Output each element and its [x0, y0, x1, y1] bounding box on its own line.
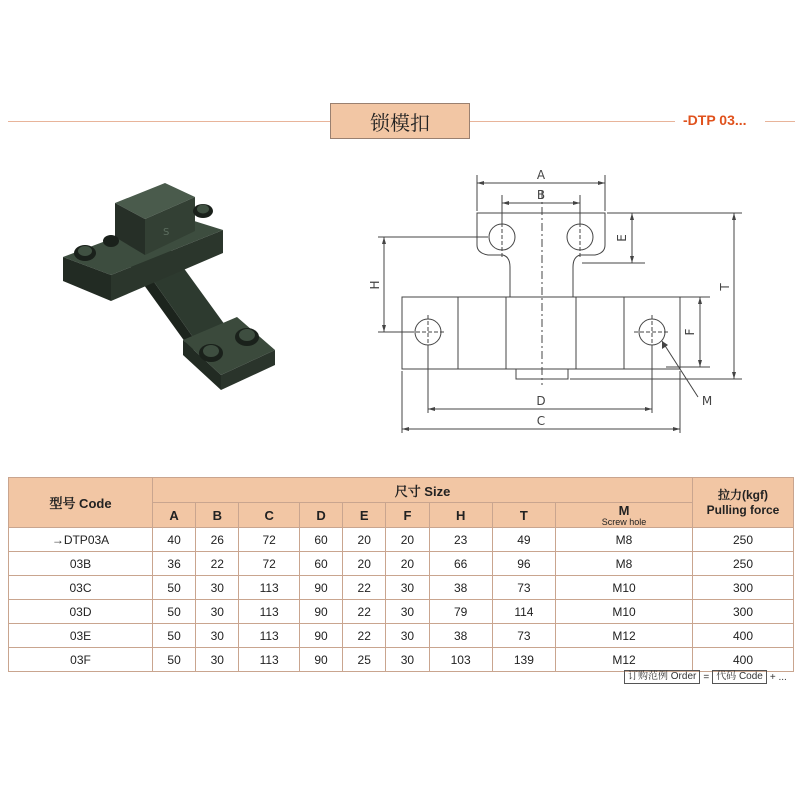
cell-t: 114: [492, 600, 555, 624]
table-row: [9, 648, 794, 672]
cell-h: 38: [429, 624, 492, 648]
cell-code: →DTP03A: [9, 528, 153, 552]
cell-d: 60: [299, 528, 342, 552]
cell-f: 30: [386, 648, 429, 672]
cell-force: 400: [693, 624, 794, 648]
cell-code: 03F: [9, 648, 153, 672]
order-example-code-box: 代码 Code: [712, 670, 767, 684]
col-header-a: A: [153, 503, 196, 528]
cell-f: 30: [386, 576, 429, 600]
cell-d: 60: [299, 552, 342, 576]
cell-e: 22: [343, 600, 386, 624]
cell-t: 96: [492, 552, 555, 576]
cell-b: 22: [196, 552, 239, 576]
cell-d: 90: [299, 624, 342, 648]
dim-label-m: M: [701, 394, 713, 408]
cell-e: 25: [343, 648, 386, 672]
cell-force: 250: [693, 552, 794, 576]
cell-f: 20: [386, 552, 429, 576]
cell-c: 113: [239, 624, 300, 648]
order-example-equals: =: [703, 671, 710, 683]
cell-force: 400: [693, 648, 794, 672]
pulling-force-header-line1: 拉力(kgf): [718, 487, 768, 502]
product-code-label: -DTP 03...: [683, 112, 747, 128]
cell-code: 03D: [9, 600, 153, 624]
cell-m: M10: [556, 600, 693, 624]
dim-label-d: D: [536, 394, 546, 408]
cell-e: 22: [343, 624, 386, 648]
order-example-label: 订购范例 Order: [624, 670, 700, 684]
table-row: [9, 576, 794, 600]
col-header-t: T: [492, 503, 555, 528]
header-line-right: [470, 121, 675, 122]
cell-m: M8: [556, 528, 693, 552]
cell-b: 30: [196, 624, 239, 648]
cell-e: 20: [343, 528, 386, 552]
cell-b: 30: [196, 576, 239, 600]
cell-f: 30: [386, 600, 429, 624]
col-header-f: F: [386, 503, 429, 528]
cell-code: 03C: [9, 576, 153, 600]
cell-m: M12: [556, 648, 693, 672]
cell-a: 50: [153, 600, 196, 624]
cell-code: 03E: [9, 624, 153, 648]
col-header-c: C: [239, 503, 300, 528]
cell-b: 26: [196, 528, 239, 552]
order-example: [624, 670, 787, 684]
cell-e: 20: [343, 552, 386, 576]
cell-m: M10: [556, 576, 693, 600]
dim-label-a: A: [536, 168, 546, 182]
cell-t: 73: [492, 624, 555, 648]
cell-code: 03B: [9, 552, 153, 576]
svg-text:S: S: [163, 227, 170, 238]
col-header-d: D: [299, 503, 342, 528]
cell-c: 72: [239, 552, 300, 576]
cell-a: 50: [153, 648, 196, 672]
cell-h: 103: [429, 648, 492, 672]
col-header-m: [556, 503, 693, 528]
cell-c: 113: [239, 576, 300, 600]
dim-label-c: C: [536, 414, 546, 428]
cell-c: 113: [239, 648, 300, 672]
cell-m: M12: [556, 624, 693, 648]
dim-label-f: F: [683, 328, 697, 336]
table-row: [9, 624, 794, 648]
cell-c: 72: [239, 528, 300, 552]
dim-label-b: B: [536, 188, 546, 202]
dim-label-e: E: [615, 234, 629, 242]
spec-table: [8, 477, 794, 672]
cell-h: 66: [429, 552, 492, 576]
cell-c: 113: [239, 600, 300, 624]
cell-force: 300: [693, 576, 794, 600]
cell-force: 300: [693, 600, 794, 624]
cell-t: 49: [492, 528, 555, 552]
pulling-force-header: [693, 478, 794, 528]
col-header-e: E: [343, 503, 386, 528]
dim-label-h: H: [368, 280, 382, 290]
cell-a: 50: [153, 576, 196, 600]
pulling-force-header-line2: Pulling force: [706, 502, 780, 517]
cell-b: 30: [196, 600, 239, 624]
page-title: 锁模扣: [330, 103, 470, 139]
cell-d: 90: [299, 600, 342, 624]
cell-f: 30: [386, 624, 429, 648]
cell-a: 50: [153, 624, 196, 648]
dim-label-t: T: [718, 283, 732, 291]
cell-a: 40: [153, 528, 196, 552]
cell-h: 23: [429, 528, 492, 552]
cell-t: 73: [492, 576, 555, 600]
technical-drawing: [370, 165, 770, 440]
cell-t: 139: [492, 648, 555, 672]
table-row: [9, 528, 794, 552]
cell-f: 20: [386, 528, 429, 552]
spec-table-body: [9, 528, 794, 672]
order-example-suffix: + ...: [769, 671, 787, 683]
header-line-far-right: [765, 121, 795, 122]
col-header-m-label: M: [618, 503, 630, 518]
col-header-b: B: [196, 503, 239, 528]
cell-b: 30: [196, 648, 239, 672]
product-photo: [55, 175, 285, 405]
cell-h: 38: [429, 576, 492, 600]
col-header-h: H: [429, 503, 492, 528]
table-row: [9, 552, 794, 576]
cell-a: 36: [153, 552, 196, 576]
size-header: 尺寸 Size: [153, 478, 693, 503]
cell-m: M8: [556, 552, 693, 576]
col-header-m-subtitle: Screw hole: [601, 517, 647, 527]
cell-force: 250: [693, 528, 794, 552]
cell-d: 90: [299, 648, 342, 672]
table-row: [9, 600, 794, 624]
code-header: 型号 Code: [9, 478, 153, 528]
cell-d: 90: [299, 576, 342, 600]
cell-e: 22: [343, 576, 386, 600]
cell-h: 79: [429, 600, 492, 624]
header-line-left: [8, 121, 330, 122]
